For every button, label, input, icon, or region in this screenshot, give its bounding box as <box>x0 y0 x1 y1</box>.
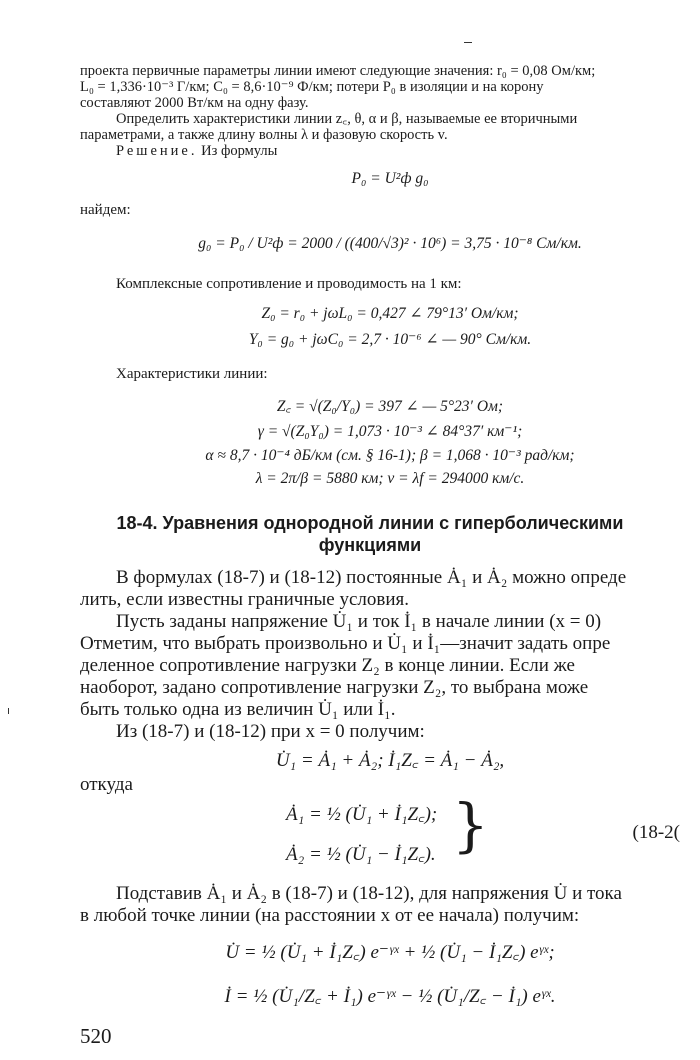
right-brace: } <box>452 791 489 859</box>
equation-u: U̇ = ½ (U̇₁ + İ₁Z꜀) e⁻ᵞˣ + ½ (U̇₁ − İ₁Z꜀) eᵞˣ; <box>225 942 555 963</box>
section-heading-line-2: функциями <box>318 535 422 555</box>
body-p4a: Подставив Ȧ₁ и Ȧ₂ в (18-7) и (18-12), для напряжения U̇ и тока <box>116 883 622 904</box>
equation-a1: Ȧ₁ = ½ (U̇₁ + İ₁Z꜀); <box>286 804 438 825</box>
solution-text: Из формулы <box>201 143 278 159</box>
body-p2b: Отметим, что выбрать произвольно и U̇₁ и İ₁—значит задать опре <box>80 633 611 654</box>
equation-number: (18-2( <box>632 822 680 843</box>
body-p2c: деленное сопротивление нагрузки Z₂ в конце линии. Если же <box>80 655 575 676</box>
characteristics-label: Характеристики линии: <box>116 366 268 382</box>
equation-alpha-beta: α ≈ 8,7 · 10⁻⁴ дБ/км (см. § 16-1); β = 1,068 · 10⁻³ рад/км; <box>205 447 575 464</box>
equation-lambda-v: λ = 2π/β = 5880 км; v = λf = 294000 км/с. <box>255 470 525 487</box>
body-p1a: В формулах (18-7) и (18-12) постоянные Ȧ₁ и Ȧ₂ можно опреде <box>116 567 627 588</box>
intro-line-4: Определить характеристики линии z꜀, θ, α и β, называемые ее вторичными <box>116 111 578 127</box>
page-number: 520 <box>80 1024 112 1048</box>
equation-p0: P₀ = U²ф g₀ <box>351 170 429 187</box>
equation-zc: Z꜀ = √(Z₀/Y₀) = 397 ∠ — 5°23′ Ом; <box>276 398 504 415</box>
intro-line-3: составляют 2000 Вт/км на одну фазу. <box>80 95 309 111</box>
equation-a2: Ȧ₂ = ½ (U̇₁ − İ₁Z꜀). <box>286 844 436 865</box>
body-p2e: быть только одна из величин U̇₁ или İ₁. <box>80 699 396 720</box>
intro-line-1: проекта первичные параметры линии имеют следующие значения: r₀ = 0,08 Ом/км; <box>80 63 596 79</box>
equation-y0: Y₀ = g₀ + jωC₀ = 2,7 · 10⁻⁶ ∠ — 90° См/км. <box>248 331 532 348</box>
scan-mark-left <box>8 708 9 714</box>
equation-g0: g₀ = P₀ / U²ф = 2000 / ((400/√3)² · 10⁶) = 3,75 · 10⁻⁸ См/км. <box>198 235 582 252</box>
found-label: найдем: <box>80 202 131 218</box>
body-p2a: Пусть заданы напряжение U̇₁ и ток İ₁ в начале линии (x = 0) <box>116 611 602 632</box>
equation-gamma: γ = √(Z₀Y₀) = 1,073 · 10⁻³ ∠ 84°37′ км⁻¹; <box>257 423 523 440</box>
solution-label: Решение. <box>116 143 198 159</box>
body-p4b: в любой точке линии (на расстоянии x от ее начала) получим: <box>80 905 580 926</box>
solution-line <box>116 142 277 160</box>
equation-boundary: U̇₁ = Ȧ₁ + Ȧ₂; İ₁Z꜀ = Ȧ₁ − Ȧ₂, <box>275 750 505 771</box>
equation-z0: Z₀ = r₀ + jωL₀ = 0,427 ∠ 79°13′ Ом/км; <box>261 305 519 322</box>
section-heading-line-1: 18-4. Уравнения однородной линии с гиперболическими <box>116 513 624 533</box>
equation-i: İ = ½ (U̇₁/Z꜀ + İ₁) e⁻ᵞˣ − ½ (U̇₁/Z꜀ − İ₁) eᵞˣ. <box>224 986 556 1007</box>
body-p1b: лить, если известны граничные условия. <box>80 589 409 610</box>
scan-mark-top <box>464 42 472 43</box>
complex-label: Комплексные сопротивление и проводимость на 1 км: <box>116 276 462 292</box>
intro-line-2: L₀ = 1,336·10⁻³ Г/км; C₀ = 8,6·10⁻⁹ Ф/км; потери P₀ в изоляции и на корону <box>80 79 544 95</box>
body-p3: Из (18-7) и (18-12) при x = 0 получим: <box>116 721 425 742</box>
whence-label: откуда <box>80 774 133 795</box>
intro-line-5: параметрами, а также длину волны λ и фазовую скорость v. <box>80 127 448 143</box>
body-p2d: наоборот, задано сопротивление нагрузки Z₂, то выбрана може <box>80 677 589 698</box>
